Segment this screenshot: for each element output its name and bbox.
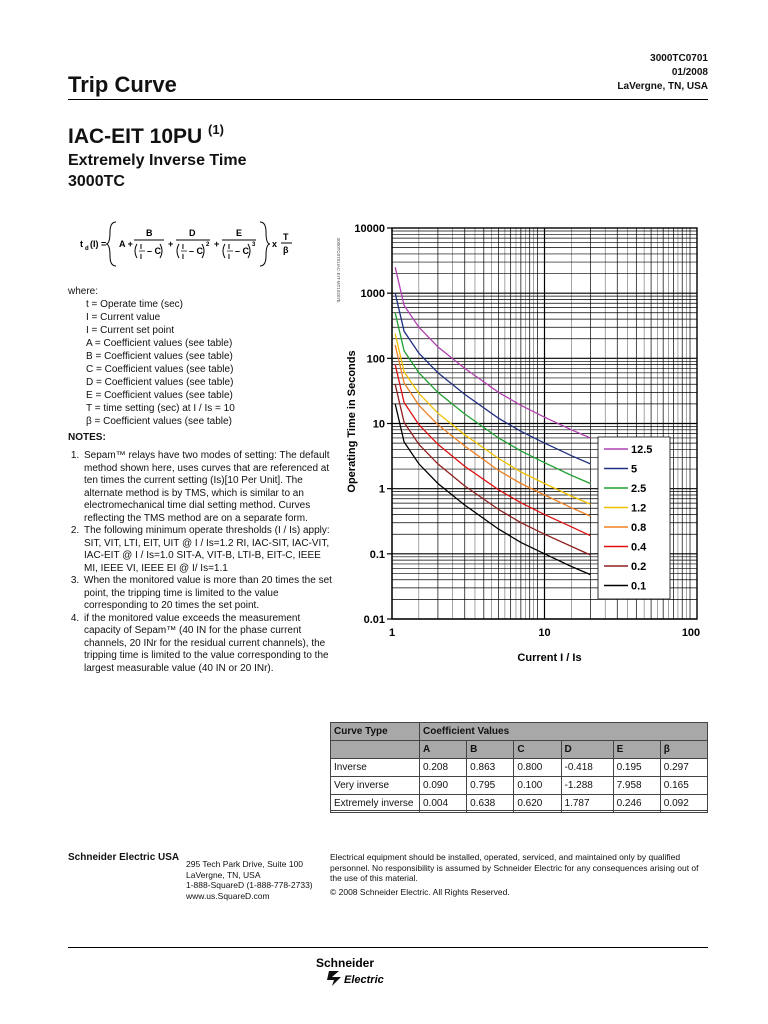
svg-text:I: I xyxy=(228,244,230,251)
company-address xyxy=(186,859,313,901)
svg-text:– C: – C xyxy=(147,246,162,256)
side-code-label: 3000TC0701IAC-EIT-MT10207b xyxy=(336,237,341,303)
y-tick-label: 0.01 xyxy=(363,614,385,626)
svg-text:3: 3 xyxy=(252,242,256,248)
address-line: www.us.SquareD.com xyxy=(186,890,270,901)
svg-text:I: I xyxy=(228,254,230,261)
logo-mark-icon xyxy=(327,971,341,986)
variable-definitions xyxy=(68,285,333,428)
definition-item: D = Coefficient values (see table) xyxy=(86,377,234,388)
table-cell: 0.863 xyxy=(467,759,514,777)
notes-list xyxy=(68,450,334,675)
table-row xyxy=(331,777,708,795)
y-axis-label: Operating Time in Seconds xyxy=(346,350,358,493)
y-tick-label: 0.1 xyxy=(369,548,385,561)
table-cell: 0.165 xyxy=(660,777,707,795)
address-line: 295 Tech Park Drive, Suite 100 xyxy=(186,859,304,869)
svg-text:– C: – C xyxy=(189,246,204,256)
y-tick-label: 1000 xyxy=(360,288,385,301)
definition-item: E = Coefficient values (see table) xyxy=(86,390,233,401)
svg-text:t: t xyxy=(80,239,83,249)
note-item: 4. if the monitored value exceeds the measurement capacity of Sepam™ (40 IN for the phase current channels, 20 INr for the residual current channels), the tripping time is limited to the value corresponding to the largest measurable value (40 IN or 20 INr). xyxy=(82,613,334,676)
curve-name xyxy=(68,122,224,149)
table-cell: 0.100 xyxy=(514,777,561,795)
y-tick-label: 10 xyxy=(372,418,385,431)
definition-item: C = Coefficient values (see table) xyxy=(86,364,234,375)
note-item: 3. When the monitored value is more than 20 times the set point, the tripping time is limited to the value corresponding to 20 times the set point. xyxy=(82,575,334,613)
table-cell: -1.288 xyxy=(561,777,613,795)
company-name: Schneider Electric USA xyxy=(68,852,180,863)
table-cell: 0.004 xyxy=(420,795,467,813)
sub-header: C xyxy=(514,741,561,759)
col-header-coefficients: Coefficient Values xyxy=(420,723,708,741)
legend-label: 0.4 xyxy=(631,541,647,554)
table-cell: Extremely inverse xyxy=(331,795,420,813)
address-line: LaVergne, TN, USA xyxy=(186,869,261,880)
table-cell: 0.208 xyxy=(420,759,467,777)
svg-text:I: I xyxy=(140,254,142,261)
sub-header: A xyxy=(420,741,467,759)
sub-header: D xyxy=(561,741,613,759)
svg-text:T: T xyxy=(283,232,289,242)
table-cell: 0.795 xyxy=(467,777,514,795)
note-item: 1. Sepam™ relays have two modes of setting: The default method shown here, uses curves that are referenced at ten times the current setting (Is)[10 Per Unit]. The alternate method is by TMS, which is similar to an electromechanical time dial setting method. Curves reflecting the TMS method are on a separate form. xyxy=(82,450,334,525)
trip-time-formula xyxy=(78,218,308,270)
definition-item: β = Coefficient values (see table) xyxy=(86,416,232,427)
svg-text:I: I xyxy=(182,254,184,261)
table-cell: 0.195 xyxy=(613,759,660,777)
doc-location: LaVergne, TN, USA xyxy=(617,81,708,92)
logo-line2: Electric xyxy=(344,974,384,986)
sub-header-blank xyxy=(331,741,420,759)
schneider-electric-logo xyxy=(300,952,420,990)
svg-text:– C: – C xyxy=(235,246,250,256)
address-line: 1-888-SquareD (1-888-778-2733) xyxy=(186,880,313,890)
svg-text:I: I xyxy=(182,244,184,251)
table-cell: 0.800 xyxy=(514,759,561,777)
note-item: 2. The following minimum operate thresholds (I / Is) apply: SIT, VIT, LTI, EIT, UIT @ I / Is=1.2 RI, IAC-SIT, IAC-VIT, IAC-EIT @ I / Is=1.0 SIT-A, VIT-B, LTI-B, EIT-C, IEEE MI, IEEE VI, IEEE EI @ I/ Is=1.1 xyxy=(82,525,334,575)
curve-subtitle: Extremely Inverse Time xyxy=(68,152,247,169)
x-axis-label: Current I / Is xyxy=(517,652,582,664)
definition-item: I = Current set point xyxy=(86,325,175,336)
x-tick-label: 100 xyxy=(681,627,701,639)
svg-text:d: d xyxy=(85,246,89,252)
table-cell: Very inverse xyxy=(331,777,420,795)
document-title: Trip Curve xyxy=(68,72,177,97)
coefficient-table xyxy=(330,722,708,813)
y-tick-label: 1 xyxy=(378,483,385,496)
table-cell: 1.787 xyxy=(561,795,613,813)
curve-footnote: (1) xyxy=(208,122,224,137)
notes-heading: NOTES: xyxy=(68,432,106,443)
where-intro: where: xyxy=(68,286,99,297)
svg-text:β: β xyxy=(283,245,289,255)
trip-curve-chart xyxy=(325,215,710,675)
definition-item: I = Current value xyxy=(86,312,161,323)
table-cell: 0.297 xyxy=(660,759,707,777)
svg-text:+: + xyxy=(214,239,220,249)
legend-label: 0.8 xyxy=(631,522,647,534)
svg-text:E: E xyxy=(236,228,243,238)
x-tick-label: 1 xyxy=(388,627,396,639)
footer-rule xyxy=(68,947,708,948)
y-tick-label: 10000 xyxy=(354,223,385,235)
copyright-text: © 2008 Schneider Electric. All Rights Reserved. xyxy=(330,886,510,897)
x-tick-label: 10 xyxy=(538,627,551,639)
legend-label: 1.2 xyxy=(631,502,647,515)
table-bottom-rule xyxy=(330,810,708,811)
logo-line1: Schneider xyxy=(316,956,375,970)
legend-box xyxy=(598,437,670,599)
table-cell: 0.246 xyxy=(613,795,660,813)
col-header-curve-type: Curve Type xyxy=(331,723,420,741)
svg-text:2: 2 xyxy=(206,242,210,248)
svg-text:+: + xyxy=(168,239,174,249)
sub-header: E xyxy=(613,741,660,759)
definition-item: T = time setting (sec) at I / Is = 10 xyxy=(86,403,235,414)
sub-header: B xyxy=(467,741,514,759)
sub-header: β xyxy=(660,741,707,759)
svg-text:I: I xyxy=(140,244,142,251)
doc-number: 3000TC0701 xyxy=(650,53,708,64)
curve-name-text: IAC-EIT 10PU xyxy=(68,125,203,148)
svg-text:D: D xyxy=(189,228,196,238)
legend-label: 5 xyxy=(631,463,638,476)
svg-text:(I) =: (I) = xyxy=(90,239,107,249)
table-row xyxy=(331,759,708,777)
table-cell: 0.092 xyxy=(660,795,707,813)
legend-label: 2.5 xyxy=(631,483,647,495)
y-tick-label: 100 xyxy=(366,353,385,366)
disclaimer-text: Electrical equipment should be installed, operated, serviced, and maintained only by qualified personnel. No responsibility is assumed by Schneider Electric for any consequences arising out of the use of this material. xyxy=(330,852,699,883)
table-cell: -0.418 xyxy=(561,759,613,777)
document-meta xyxy=(617,52,708,94)
legend-label: 0.1 xyxy=(631,580,647,593)
svg-text:A +: A + xyxy=(119,239,133,249)
table-cell: 0.638 xyxy=(467,795,514,813)
legal-disclaimer xyxy=(330,852,710,897)
definition-item: t = Operate time (sec) xyxy=(86,299,183,310)
svg-text:B: B xyxy=(146,228,153,238)
doc-date: 01/2008 xyxy=(671,67,708,78)
table-cell: 7.958 xyxy=(613,777,660,795)
header-rule xyxy=(68,99,708,100)
legend-label: 0.2 xyxy=(631,561,647,573)
table-cell: Inverse xyxy=(331,759,420,777)
table-cell: 0.620 xyxy=(514,795,561,813)
definition-item: B = Coefficient values (see table) xyxy=(86,351,233,362)
legend-label: 12.5 xyxy=(631,444,653,456)
table-cell: 0.090 xyxy=(420,777,467,795)
svg-text:x: x xyxy=(272,239,278,249)
definition-item: A = Coefficient values (see table) xyxy=(86,338,233,349)
curve-catalog: 3000TC xyxy=(68,173,125,190)
